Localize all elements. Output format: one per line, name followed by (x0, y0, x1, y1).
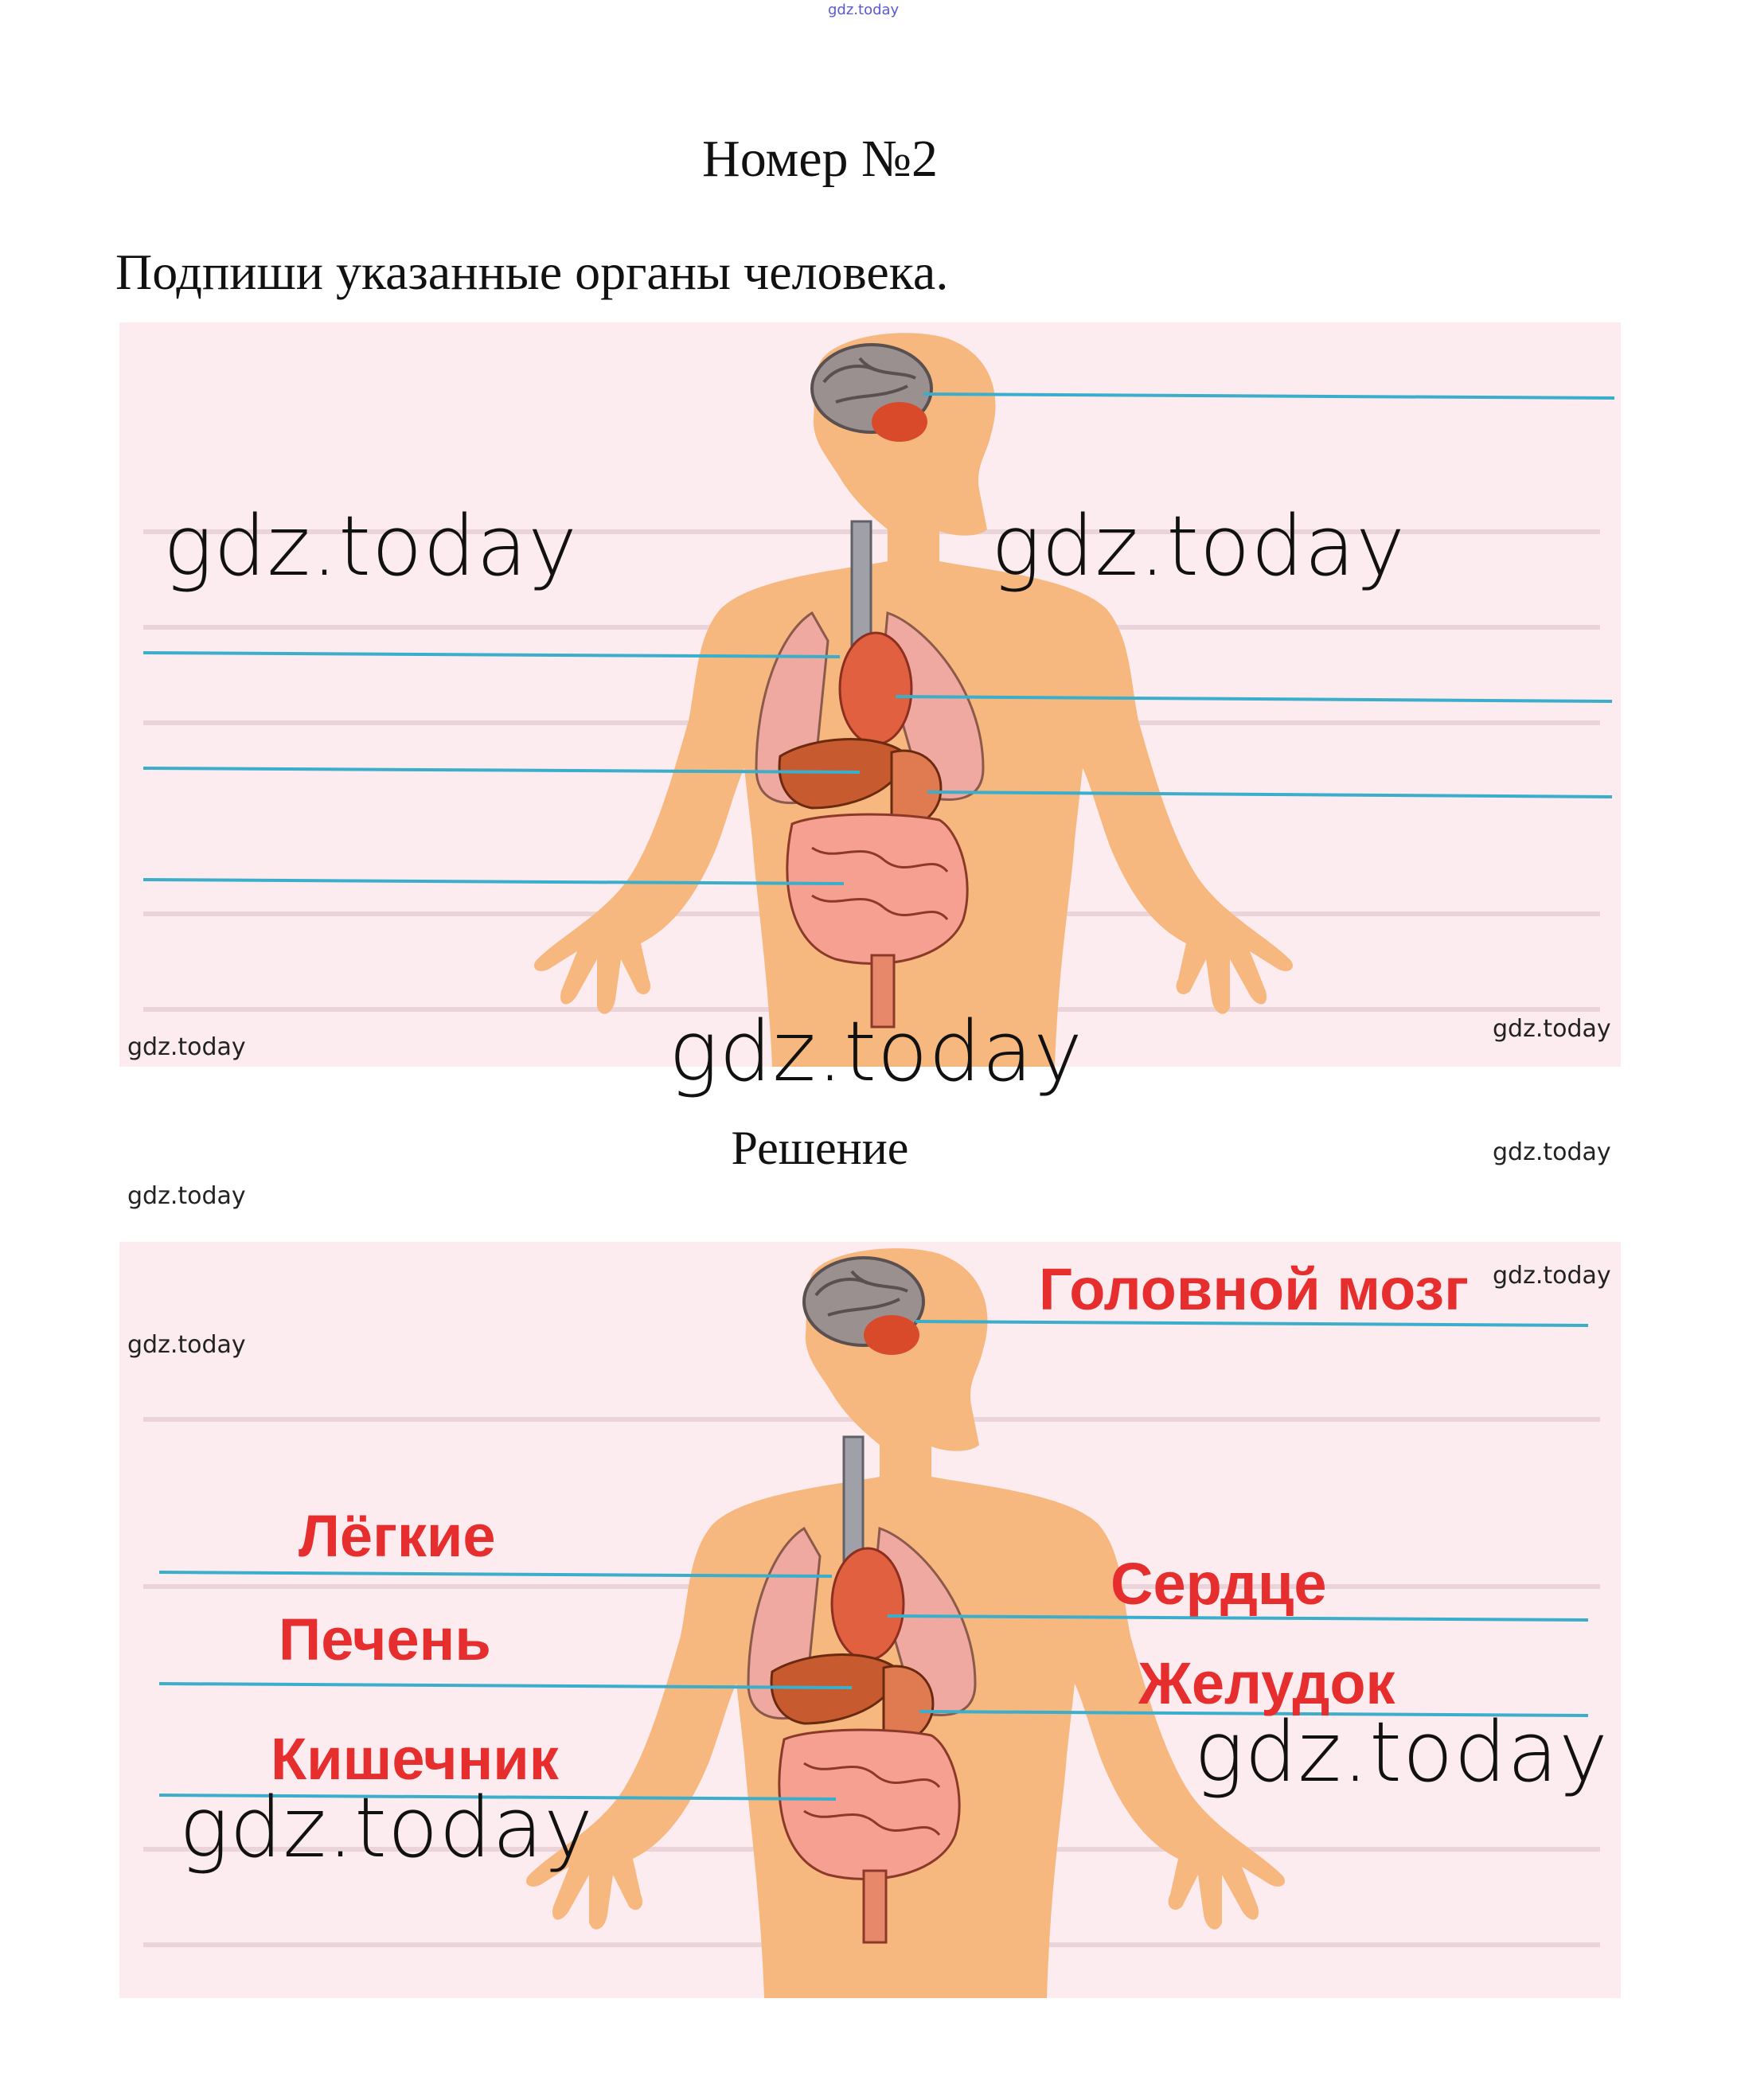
watermark: gdz.today (669, 1003, 1083, 1100)
task-text: Подпиши указанные органы человека. (115, 244, 949, 300)
label-brain: Головной мозг (1039, 1256, 1469, 1322)
top-watermark: gdz.today (828, 2, 900, 18)
body-diagram-labeled (119, 1242, 1621, 1998)
label-lungs: Лёгкие (299, 1503, 496, 1569)
label-heart: Сердце (1111, 1551, 1327, 1617)
watermark: gdz.today (991, 498, 1406, 595)
watermark-small: gdz.today (127, 1033, 246, 1061)
solution-heading: Решение (731, 1122, 909, 1174)
heart-illustration (840, 633, 911, 744)
label-liver: Печень (279, 1606, 491, 1673)
watermark-small: gdz.today (1493, 1015, 1611, 1043)
watermark: gdz.today (179, 1779, 594, 1876)
watermark: gdz.today (163, 498, 578, 595)
watermark-small: gdz.today (1493, 1138, 1611, 1166)
heart-illustration (832, 1548, 904, 1660)
label-intestine: Кишечник (271, 1726, 559, 1792)
watermark-small: gdz.today (1493, 1262, 1611, 1290)
exercise-heading: Номер №2 (702, 130, 938, 188)
watermark: gdz.today (1194, 1704, 1609, 1801)
watermark-small: gdz.today (127, 1331, 246, 1359)
watermark-small: gdz.today (127, 1182, 246, 1210)
label-stomach: Желудок (1138, 1650, 1395, 1716)
body-diagram-unlabeled (119, 322, 1621, 1067)
diagram-task (119, 322, 1621, 1067)
diagram-solution (119, 1242, 1621, 1998)
